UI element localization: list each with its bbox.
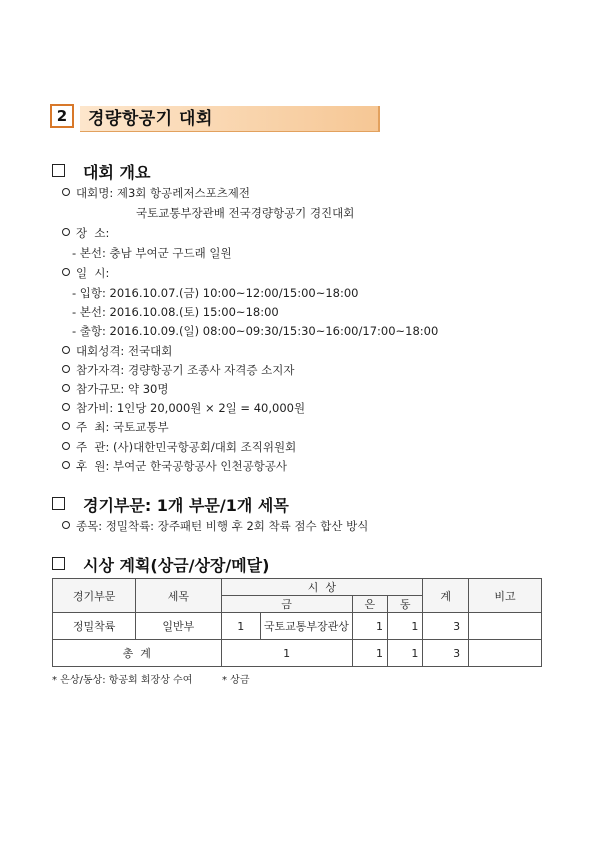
list-item: 일 시: bbox=[62, 265, 109, 281]
section-heading-awards: 시상 계획(상금/상장/메달) bbox=[52, 553, 269, 576]
cell-gold-count: 1 bbox=[221, 613, 261, 640]
circle-bullet-icon bbox=[62, 422, 70, 430]
section-heading-events: 경기부문: 1개 부문/1개 세목 bbox=[52, 493, 289, 516]
header-silver: 은 bbox=[352, 596, 387, 613]
footnote-medal: * 은상/동상: 항공회 회장상 수여 bbox=[52, 675, 193, 686]
footnote-prize: * 상금 bbox=[222, 675, 250, 686]
table-total-row bbox=[53, 640, 542, 667]
cell-remarks bbox=[469, 613, 542, 640]
circle-bullet-icon bbox=[62, 188, 70, 196]
circle-bullet-icon bbox=[62, 228, 70, 236]
list-item: 장 소: bbox=[62, 225, 109, 241]
cell-event: 일반부 bbox=[136, 613, 221, 640]
header-remarks: 비고 bbox=[469, 579, 542, 613]
list-item: - 출항: 2016.10.09.(일) 08:00~09:30/15:30~16:00/17:00~18:00 bbox=[72, 324, 439, 338]
header-event: 세목 bbox=[136, 579, 221, 613]
cell-bronze: 1 bbox=[387, 613, 422, 640]
list-item: 주 최: 국토교통부 bbox=[62, 419, 169, 435]
cell-silver: 1 bbox=[352, 613, 387, 640]
header-award: 시 상 bbox=[221, 579, 423, 596]
circle-bullet-icon bbox=[62, 268, 70, 276]
section-heading-overview: 대회 개요 bbox=[52, 160, 150, 183]
list-item: - 입항: 2016.10.07.(금) 10:00~12:00/15:00~18:00 bbox=[72, 286, 359, 300]
list-item: 참가규모: 약 30명 bbox=[62, 381, 168, 397]
cell-gold-prize: 국토교통부장관상 bbox=[261, 613, 353, 640]
list-item: 국토교통부장관배 전국경량항공기 경진대회 bbox=[136, 206, 355, 220]
list-item: 대회명: 제3회 항공레저스포츠제전 bbox=[62, 185, 250, 201]
cell-division: 정밀착륙 bbox=[53, 613, 136, 640]
header-total: 계 bbox=[423, 579, 469, 613]
list-item: 대회성격: 전국대회 bbox=[62, 343, 172, 359]
list-item: 후 원: 부여군 한국공항공사 인천공항공사 bbox=[62, 458, 287, 474]
total-gold: 1 bbox=[221, 640, 352, 667]
circle-bullet-icon bbox=[62, 384, 70, 392]
circle-bullet-icon bbox=[62, 461, 70, 469]
list-item: 참가비: 1인당 20,000원 × 2일 = 40,000원 bbox=[62, 400, 305, 416]
circle-bullet-icon bbox=[62, 365, 70, 373]
circle-bullet-icon bbox=[62, 346, 70, 354]
chapter-title: 경량항공기 대회 bbox=[88, 109, 213, 129]
list-item: - 본선: 충남 부여군 구드래 일원 bbox=[72, 246, 232, 260]
list-item: - 본선: 2016.10.08.(토) 15:00~18:00 bbox=[72, 305, 279, 319]
checkbox-square-icon bbox=[52, 497, 65, 510]
circle-bullet-icon bbox=[62, 521, 70, 529]
checkbox-square-icon bbox=[52, 557, 65, 570]
chapter-heading bbox=[50, 104, 380, 132]
total-bronze: 1 bbox=[387, 640, 422, 667]
chapter-number: 2 bbox=[50, 104, 74, 128]
total-silver: 1 bbox=[352, 640, 387, 667]
award-table bbox=[52, 578, 542, 667]
list-item: 참가자격: 경량항공기 조종사 자격증 소지자 bbox=[62, 362, 294, 378]
checkbox-square-icon bbox=[52, 164, 65, 177]
circle-bullet-icon bbox=[62, 442, 70, 450]
list-item: 종목: 정밀착륙: 장주패턴 비행 후 2회 착륙 점수 합산 방식 bbox=[62, 518, 368, 534]
circle-bullet-icon bbox=[62, 403, 70, 411]
total-total: 3 bbox=[423, 640, 469, 667]
header-bronze: 동 bbox=[387, 596, 422, 613]
table-row bbox=[53, 613, 542, 640]
header-division: 경기부문 bbox=[53, 579, 136, 613]
cell-total: 3 bbox=[423, 613, 469, 640]
total-label: 총 계 bbox=[53, 640, 222, 667]
total-remarks bbox=[469, 640, 542, 667]
list-item: 주 관: (사)대한민국항공회/대회 조직위원회 bbox=[62, 439, 296, 455]
header-gold: 금 bbox=[221, 596, 352, 613]
table-header-row bbox=[53, 579, 542, 596]
